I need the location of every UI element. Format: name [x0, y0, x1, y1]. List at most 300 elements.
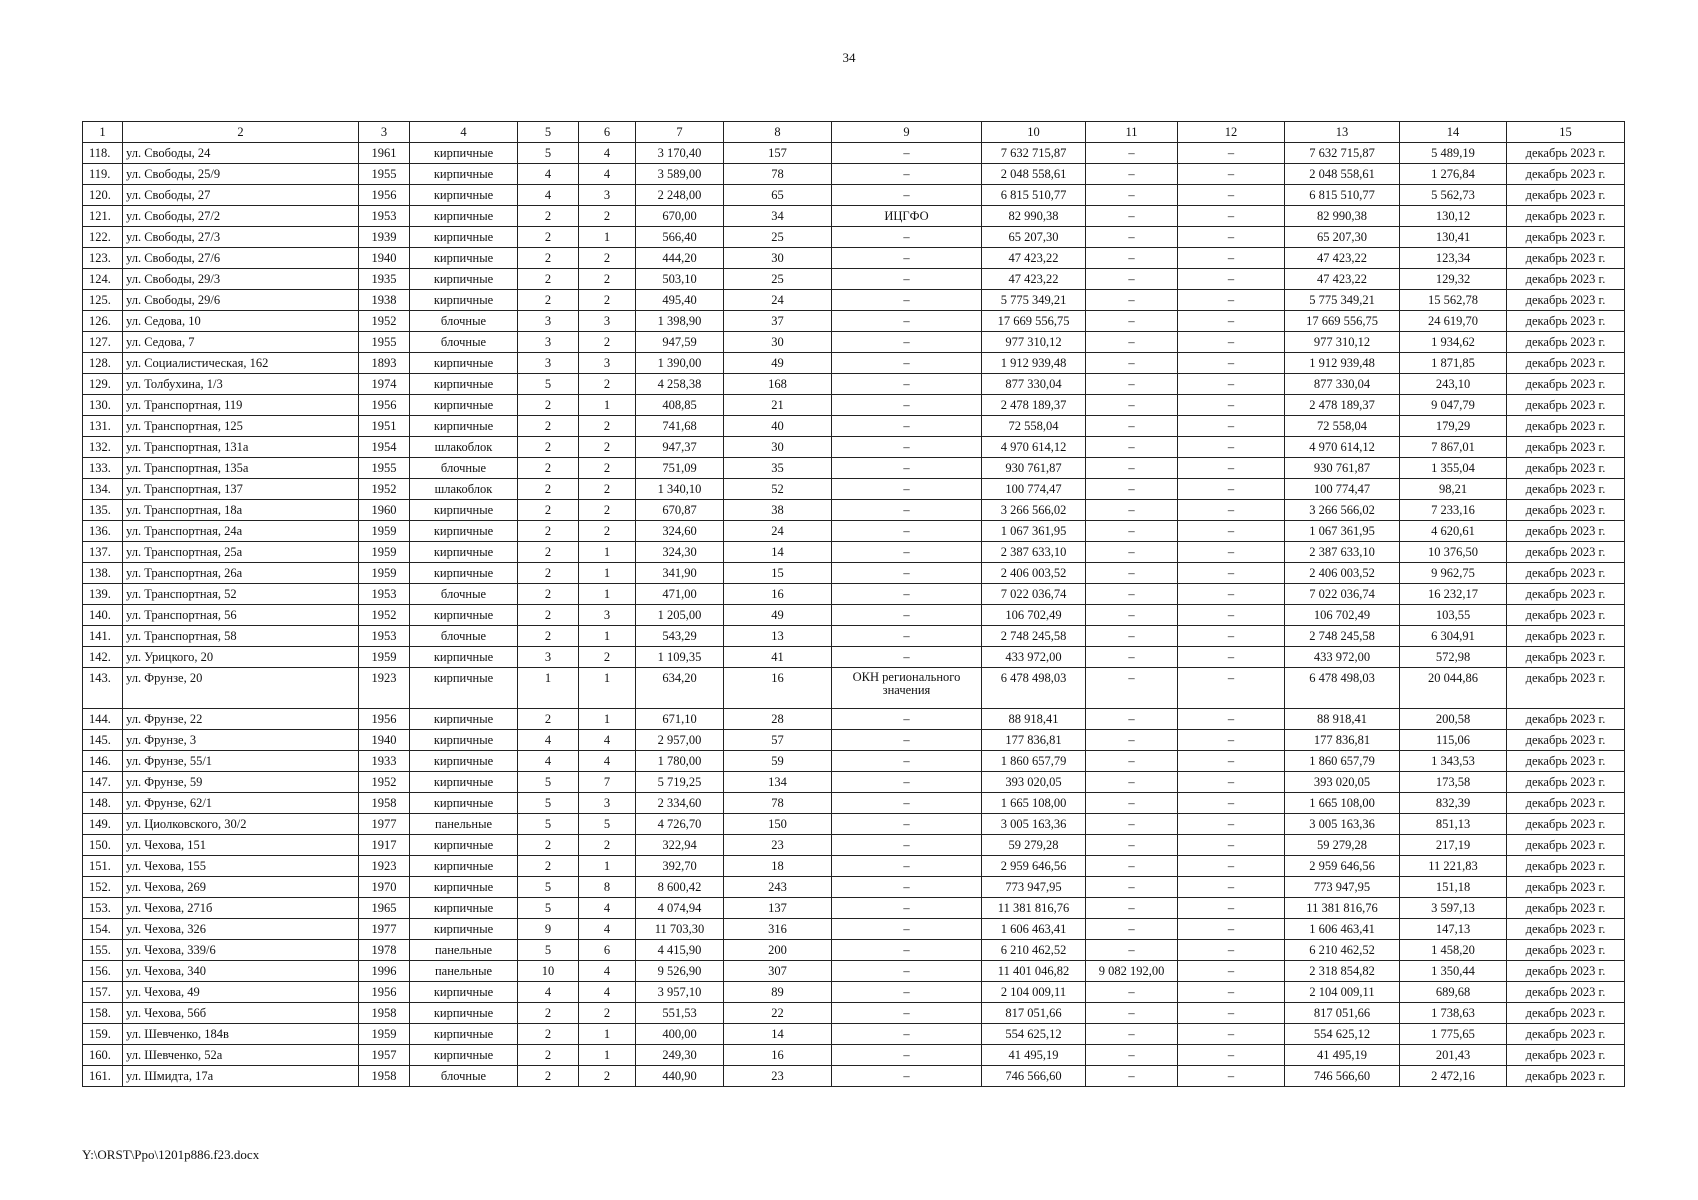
cost-per-unit-cell: 15 562,78 [1400, 290, 1507, 311]
floors-cell: 2 [518, 521, 579, 542]
row-number-cell: 127. [83, 332, 123, 353]
total-cost-cell: 88 918,41 [982, 709, 1086, 730]
address-cell: ул. Свободы, 27 [123, 185, 359, 206]
wall-material-cell: кирпичные [410, 793, 518, 814]
cost-col-13-cell: 100 774,47 [1285, 479, 1400, 500]
entrances-cell: 8 [579, 877, 636, 898]
floors-cell: 4 [518, 730, 579, 751]
deadline-cell: декабрь 2023 г. [1507, 647, 1625, 668]
cost-col-13-cell: 72 558,04 [1285, 416, 1400, 437]
address-cell: ул. Чехова, 271б [123, 898, 359, 919]
year-built-cell: 1970 [359, 877, 410, 898]
residents-cell: 200 [724, 940, 832, 961]
floors-cell: 2 [518, 626, 579, 647]
cost-col-11-cell: – [1086, 206, 1178, 227]
total-cost-cell: 1 067 361,95 [982, 521, 1086, 542]
year-built-cell: 1953 [359, 626, 410, 647]
floors-cell: 5 [518, 793, 579, 814]
entrances-cell: 2 [579, 521, 636, 542]
cost-col-13-cell: 433 972,00 [1285, 647, 1400, 668]
total-cost-cell: 59 279,28 [982, 835, 1086, 856]
wall-material-cell: кирпичные [410, 269, 518, 290]
table-row [83, 521, 1625, 542]
cost-col-11-cell: – [1086, 290, 1178, 311]
cost-col-11-cell: – [1086, 185, 1178, 206]
table-row [83, 1045, 1625, 1066]
cost-per-unit-cell: 1 276,84 [1400, 164, 1507, 185]
year-built-cell: 1956 [359, 185, 410, 206]
total-area-cell: 9 526,90 [636, 961, 724, 982]
entrances-cell: 4 [579, 164, 636, 185]
cost-col-12-cell: – [1178, 164, 1285, 185]
table-row [83, 395, 1625, 416]
cost-per-unit-cell: 689,68 [1400, 982, 1507, 1003]
total-cost-cell: 7 022 036,74 [982, 584, 1086, 605]
address-cell: ул. Фрунзе, 20 [123, 668, 359, 709]
cost-col-11-cell: – [1086, 374, 1178, 395]
wall-material-cell: кирпичные [410, 164, 518, 185]
cost-col-12-cell: – [1178, 521, 1285, 542]
entrances-cell: 1 [579, 1045, 636, 1066]
wall-material-cell: кирпичные [410, 835, 518, 856]
table-row [83, 185, 1625, 206]
wall-material-cell: шлакоблок [410, 437, 518, 458]
wall-material-cell: шлакоблок [410, 479, 518, 500]
row-number-cell: 124. [83, 269, 123, 290]
cost-col-12-cell: – [1178, 856, 1285, 877]
total-cost-cell: 1 665 108,00 [982, 793, 1086, 814]
cost-col-11-cell: – [1086, 416, 1178, 437]
floors-cell: 9 [518, 919, 579, 940]
cost-col-13-cell: 47 423,22 [1285, 248, 1400, 269]
entrances-cell: 2 [579, 248, 636, 269]
cost-per-unit-cell: 572,98 [1400, 647, 1507, 668]
address-cell: ул. Социалистическая, 162 [123, 353, 359, 374]
year-built-cell: 1923 [359, 668, 410, 709]
wall-material-cell: кирпичные [410, 877, 518, 898]
residents-cell: 28 [724, 709, 832, 730]
row-number-cell: 122. [83, 227, 123, 248]
heritage-status-cell: – [832, 563, 982, 584]
wall-material-cell: кирпичные [410, 668, 518, 709]
year-built-cell: 1935 [359, 269, 410, 290]
cost-col-12-cell: – [1178, 479, 1285, 500]
total-cost-cell: 6 478 498,03 [982, 668, 1086, 709]
total-cost-cell: 3 005 163,36 [982, 814, 1086, 835]
cost-per-unit-cell: 1 458,20 [1400, 940, 1507, 961]
floors-cell: 2 [518, 856, 579, 877]
row-number-cell: 155. [83, 940, 123, 961]
total-cost-cell: 977 310,12 [982, 332, 1086, 353]
row-number-cell: 159. [83, 1024, 123, 1045]
floors-cell: 2 [518, 227, 579, 248]
heritage-status-cell: – [832, 1066, 982, 1087]
cost-per-unit-cell: 10 376,50 [1400, 542, 1507, 563]
total-area-cell: 543,29 [636, 626, 724, 647]
year-built-cell: 1977 [359, 814, 410, 835]
entrances-cell: 2 [579, 458, 636, 479]
address-cell: ул. Транспортная, 137 [123, 479, 359, 500]
total-cost-cell: 17 669 556,75 [982, 311, 1086, 332]
cost-col-11-cell: – [1086, 772, 1178, 793]
column-header: 7 [636, 122, 724, 143]
cost-col-13-cell: 1 067 361,95 [1285, 521, 1400, 542]
total-cost-cell: 47 423,22 [982, 248, 1086, 269]
cost-per-unit-cell: 11 221,83 [1400, 856, 1507, 877]
wall-material-cell: кирпичные [410, 730, 518, 751]
floors-cell: 4 [518, 185, 579, 206]
floors-cell: 2 [518, 1045, 579, 1066]
address-cell: ул. Фрунзе, 3 [123, 730, 359, 751]
year-built-cell: 1959 [359, 542, 410, 563]
heritage-status-cell: – [832, 332, 982, 353]
deadline-cell: декабрь 2023 г. [1507, 479, 1625, 500]
address-cell: ул. Шмидта, 17а [123, 1066, 359, 1087]
heritage-status-cell: – [832, 437, 982, 458]
table-row [83, 626, 1625, 647]
total-area-cell: 670,87 [636, 500, 724, 521]
deadline-cell: декабрь 2023 г. [1507, 584, 1625, 605]
cost-col-13-cell: 746 566,60 [1285, 1066, 1400, 1087]
cost-col-12-cell: – [1178, 1024, 1285, 1045]
address-cell: ул. Шевченко, 184в [123, 1024, 359, 1045]
total-cost-cell: 773 947,95 [982, 877, 1086, 898]
entrances-cell: 1 [579, 395, 636, 416]
column-header: 8 [724, 122, 832, 143]
wall-material-cell: блочные [410, 332, 518, 353]
column-header: 13 [1285, 122, 1400, 143]
total-area-cell: 1 109,35 [636, 647, 724, 668]
total-cost-cell: 2 048 558,61 [982, 164, 1086, 185]
table-row [83, 814, 1625, 835]
table-row [83, 206, 1625, 227]
residents-cell: 16 [724, 584, 832, 605]
year-built-cell: 1957 [359, 1045, 410, 1066]
total-cost-cell: 72 558,04 [982, 416, 1086, 437]
cost-per-unit-cell: 1 775,65 [1400, 1024, 1507, 1045]
residents-cell: 24 [724, 521, 832, 542]
row-number-cell: 160. [83, 1045, 123, 1066]
wall-material-cell: кирпичные [410, 856, 518, 877]
table-row [83, 143, 1625, 164]
heritage-status-cell: – [832, 856, 982, 877]
heritage-status-cell: – [832, 500, 982, 521]
entrances-cell: 1 [579, 668, 636, 709]
cost-col-13-cell: 65 207,30 [1285, 227, 1400, 248]
table-row [83, 940, 1625, 961]
entrances-cell: 2 [579, 290, 636, 311]
table-row [83, 877, 1625, 898]
cost-per-unit-cell: 7 233,16 [1400, 500, 1507, 521]
cost-col-12-cell: – [1178, 311, 1285, 332]
cost-col-12-cell: – [1178, 269, 1285, 290]
deadline-cell: декабрь 2023 г. [1507, 1066, 1625, 1087]
entrances-cell: 4 [579, 961, 636, 982]
cost-col-11-cell: – [1086, 143, 1178, 164]
residents-cell: 316 [724, 919, 832, 940]
address-cell: ул. Чехова, 56б [123, 1003, 359, 1024]
address-cell: ул. Седова, 10 [123, 311, 359, 332]
residents-cell: 40 [724, 416, 832, 437]
cost-col-11-cell: – [1086, 919, 1178, 940]
cost-col-11-cell: – [1086, 730, 1178, 751]
floors-cell: 2 [518, 458, 579, 479]
total-cost-cell: 746 566,60 [982, 1066, 1086, 1087]
address-cell: ул. Свободы, 29/3 [123, 269, 359, 290]
total-area-cell: 1 390,00 [636, 353, 724, 374]
total-area-cell: 3 957,10 [636, 982, 724, 1003]
cost-col-12-cell: – [1178, 940, 1285, 961]
footer-file-path: Y:\ORST\Ppo\1201p886.f23.docx [82, 1147, 260, 1162]
wall-material-cell: кирпичные [410, 374, 518, 395]
cost-col-12-cell: – [1178, 814, 1285, 835]
cost-col-13-cell: 1 665 108,00 [1285, 793, 1400, 814]
year-built-cell: 1978 [359, 940, 410, 961]
cost-col-13-cell: 393 020,05 [1285, 772, 1400, 793]
cost-col-12-cell: – [1178, 458, 1285, 479]
cost-per-unit-cell: 5 489,19 [1400, 143, 1507, 164]
entrances-cell: 2 [579, 206, 636, 227]
total-area-cell: 471,00 [636, 584, 724, 605]
cost-per-unit-cell: 130,12 [1400, 206, 1507, 227]
total-cost-cell: 11 381 816,76 [982, 898, 1086, 919]
year-built-cell: 1961 [359, 143, 410, 164]
address-cell: ул. Фрунзе, 22 [123, 709, 359, 730]
cost-col-11-cell: – [1086, 814, 1178, 835]
cost-col-12-cell: – [1178, 248, 1285, 269]
cost-col-13-cell: 3 005 163,36 [1285, 814, 1400, 835]
cost-per-unit-cell: 24 619,70 [1400, 311, 1507, 332]
floors-cell: 2 [518, 269, 579, 290]
year-built-cell: 1959 [359, 1024, 410, 1045]
cost-col-11-cell: 9 082 192,00 [1086, 961, 1178, 982]
residents-cell: 57 [724, 730, 832, 751]
cost-col-13-cell: 4 970 614,12 [1285, 437, 1400, 458]
cost-col-12-cell: – [1178, 227, 1285, 248]
floors-cell: 3 [518, 647, 579, 668]
residents-cell: 15 [724, 563, 832, 584]
cost-col-11-cell: – [1086, 751, 1178, 772]
cost-col-12-cell: – [1178, 877, 1285, 898]
page-number: 34 [842, 50, 856, 65]
deadline-cell: декабрь 2023 г. [1507, 269, 1625, 290]
total-area-cell: 400,00 [636, 1024, 724, 1045]
cost-per-unit-cell: 20 044,86 [1400, 668, 1507, 709]
cost-col-13-cell: 7 632 715,87 [1285, 143, 1400, 164]
deadline-cell: декабрь 2023 г. [1507, 626, 1625, 647]
row-number-cell: 133. [83, 458, 123, 479]
wall-material-cell: кирпичные [410, 227, 518, 248]
heritage-status-cell: – [832, 835, 982, 856]
total-area-cell: 392,70 [636, 856, 724, 877]
row-number-cell: 150. [83, 835, 123, 856]
heritage-status-cell: – [832, 919, 982, 940]
floors-cell: 2 [518, 563, 579, 584]
floors-cell: 5 [518, 877, 579, 898]
cost-per-unit-cell: 217,19 [1400, 835, 1507, 856]
year-built-cell: 1959 [359, 647, 410, 668]
column-header: 11 [1086, 122, 1178, 143]
year-built-cell: 1951 [359, 416, 410, 437]
cost-per-unit-cell: 115,06 [1400, 730, 1507, 751]
year-built-cell: 1917 [359, 835, 410, 856]
floors-cell: 2 [518, 248, 579, 269]
total-cost-cell: 1 860 657,79 [982, 751, 1086, 772]
total-cost-cell: 1 606 463,41 [982, 919, 1086, 940]
cost-col-13-cell: 2 318 854,82 [1285, 961, 1400, 982]
floors-cell: 2 [518, 1066, 579, 1087]
cost-per-unit-cell: 3 597,13 [1400, 898, 1507, 919]
table-row [83, 374, 1625, 395]
total-area-cell: 444,20 [636, 248, 724, 269]
total-cost-cell: 433 972,00 [982, 647, 1086, 668]
total-area-cell: 408,85 [636, 395, 724, 416]
entrances-cell: 1 [579, 227, 636, 248]
deadline-cell: декабрь 2023 г. [1507, 416, 1625, 437]
total-area-cell: 670,00 [636, 206, 724, 227]
table-row [83, 982, 1625, 1003]
table-row [83, 1066, 1625, 1087]
cost-col-12-cell: – [1178, 143, 1285, 164]
total-area-cell: 751,09 [636, 458, 724, 479]
cost-per-unit-cell: 151,18 [1400, 877, 1507, 898]
cost-col-11-cell: – [1086, 877, 1178, 898]
table-row [83, 668, 1625, 709]
row-number-cell: 135. [83, 500, 123, 521]
total-area-cell: 2 248,00 [636, 185, 724, 206]
heritage-status-cell: – [832, 647, 982, 668]
cost-col-11-cell: – [1086, 479, 1178, 500]
cost-per-unit-cell: 98,21 [1400, 479, 1507, 500]
cost-col-13-cell: 88 918,41 [1285, 709, 1400, 730]
year-built-cell: 1940 [359, 730, 410, 751]
cost-col-12-cell: – [1178, 730, 1285, 751]
address-cell: ул. Свободы, 24 [123, 143, 359, 164]
deadline-cell: декабрь 2023 г. [1507, 437, 1625, 458]
deadline-cell: декабрь 2023 г. [1507, 1045, 1625, 1066]
row-number-cell: 161. [83, 1066, 123, 1087]
wall-material-cell: блочные [410, 1066, 518, 1087]
floors-cell: 5 [518, 143, 579, 164]
deadline-cell: декабрь 2023 г. [1507, 605, 1625, 626]
address-cell: ул. Седова, 7 [123, 332, 359, 353]
heritage-status-cell: – [832, 416, 982, 437]
address-cell: ул. Транспортная, 24а [123, 521, 359, 542]
cost-per-unit-cell: 1 350,44 [1400, 961, 1507, 982]
cost-col-13-cell: 2 387 633,10 [1285, 542, 1400, 563]
year-built-cell: 1965 [359, 898, 410, 919]
year-built-cell: 1956 [359, 709, 410, 730]
floors-cell: 5 [518, 374, 579, 395]
cost-per-unit-cell: 103,55 [1400, 605, 1507, 626]
floors-cell: 2 [518, 584, 579, 605]
cost-col-11-cell: – [1086, 164, 1178, 185]
row-number-cell: 146. [83, 751, 123, 772]
year-built-cell: 1958 [359, 793, 410, 814]
heritage-status-cell: – [832, 877, 982, 898]
cost-col-11-cell: – [1086, 584, 1178, 605]
cost-col-12-cell: – [1178, 395, 1285, 416]
total-cost-cell: 6 210 462,52 [982, 940, 1086, 961]
cost-col-12-cell: – [1178, 290, 1285, 311]
address-cell: ул. Транспортная, 125 [123, 416, 359, 437]
deadline-cell: декабрь 2023 г. [1507, 751, 1625, 772]
floors-cell: 2 [518, 605, 579, 626]
residents-cell: 35 [724, 458, 832, 479]
floors-cell: 3 [518, 332, 579, 353]
cost-col-13-cell: 41 495,19 [1285, 1045, 1400, 1066]
row-number-cell: 147. [83, 772, 123, 793]
wall-material-cell: кирпичные [410, 290, 518, 311]
row-number-cell: 118. [83, 143, 123, 164]
address-cell: ул. Транспортная, 119 [123, 395, 359, 416]
deadline-cell: декабрь 2023 г. [1507, 143, 1625, 164]
table-row [83, 248, 1625, 269]
table-row [83, 311, 1625, 332]
cost-per-unit-cell: 243,10 [1400, 374, 1507, 395]
cost-col-13-cell: 2 959 646,56 [1285, 856, 1400, 877]
wall-material-cell: кирпичные [410, 185, 518, 206]
year-built-cell: 1959 [359, 563, 410, 584]
year-built-cell: 1933 [359, 751, 410, 772]
address-cell: ул. Транспортная, 58 [123, 626, 359, 647]
entrances-cell: 1 [579, 1024, 636, 1045]
column-header: 1 [83, 122, 123, 143]
cost-col-13-cell: 177 836,81 [1285, 730, 1400, 751]
address-cell: ул. Чехова, 155 [123, 856, 359, 877]
row-number-cell: 123. [83, 248, 123, 269]
wall-material-cell: панельные [410, 961, 518, 982]
entrances-cell: 1 [579, 563, 636, 584]
row-number-cell: 121. [83, 206, 123, 227]
wall-material-cell: панельные [410, 814, 518, 835]
total-area-cell: 249,30 [636, 1045, 724, 1066]
address-cell: ул. Транспортная, 56 [123, 605, 359, 626]
heritage-status-cell: – [832, 248, 982, 269]
row-number-cell: 148. [83, 793, 123, 814]
row-number-cell: 131. [83, 416, 123, 437]
total-area-cell: 495,40 [636, 290, 724, 311]
deadline-cell: декабрь 2023 г. [1507, 164, 1625, 185]
cost-col-12-cell: – [1178, 332, 1285, 353]
cost-col-12-cell: – [1178, 1003, 1285, 1024]
wall-material-cell: кирпичные [410, 1024, 518, 1045]
deadline-cell: декабрь 2023 г. [1507, 1003, 1625, 1024]
entrances-cell: 4 [579, 982, 636, 1003]
cost-per-unit-cell: 1 738,63 [1400, 1003, 1507, 1024]
total-cost-cell: 2 959 646,56 [982, 856, 1086, 877]
cost-col-13-cell: 106 702,49 [1285, 605, 1400, 626]
row-number-cell: 134. [83, 479, 123, 500]
entrances-cell: 4 [579, 751, 636, 772]
floors-cell: 2 [518, 416, 579, 437]
row-number-cell: 120. [83, 185, 123, 206]
cost-per-unit-cell: 1 343,53 [1400, 751, 1507, 772]
address-cell: ул. Чехова, 339/6 [123, 940, 359, 961]
cost-per-unit-cell: 832,39 [1400, 793, 1507, 814]
total-area-cell: 4 726,70 [636, 814, 724, 835]
cost-per-unit-cell: 201,43 [1400, 1045, 1507, 1066]
year-built-cell: 1958 [359, 1003, 410, 1024]
residents-cell: 59 [724, 751, 832, 772]
deadline-cell: декабрь 2023 г. [1507, 290, 1625, 311]
cost-col-11-cell: – [1086, 940, 1178, 961]
deadline-cell: декабрь 2023 г. [1507, 206, 1625, 227]
residents-cell: 157 [724, 143, 832, 164]
cost-col-11-cell: – [1086, 856, 1178, 877]
row-number-cell: 125. [83, 290, 123, 311]
entrances-cell: 4 [579, 730, 636, 751]
